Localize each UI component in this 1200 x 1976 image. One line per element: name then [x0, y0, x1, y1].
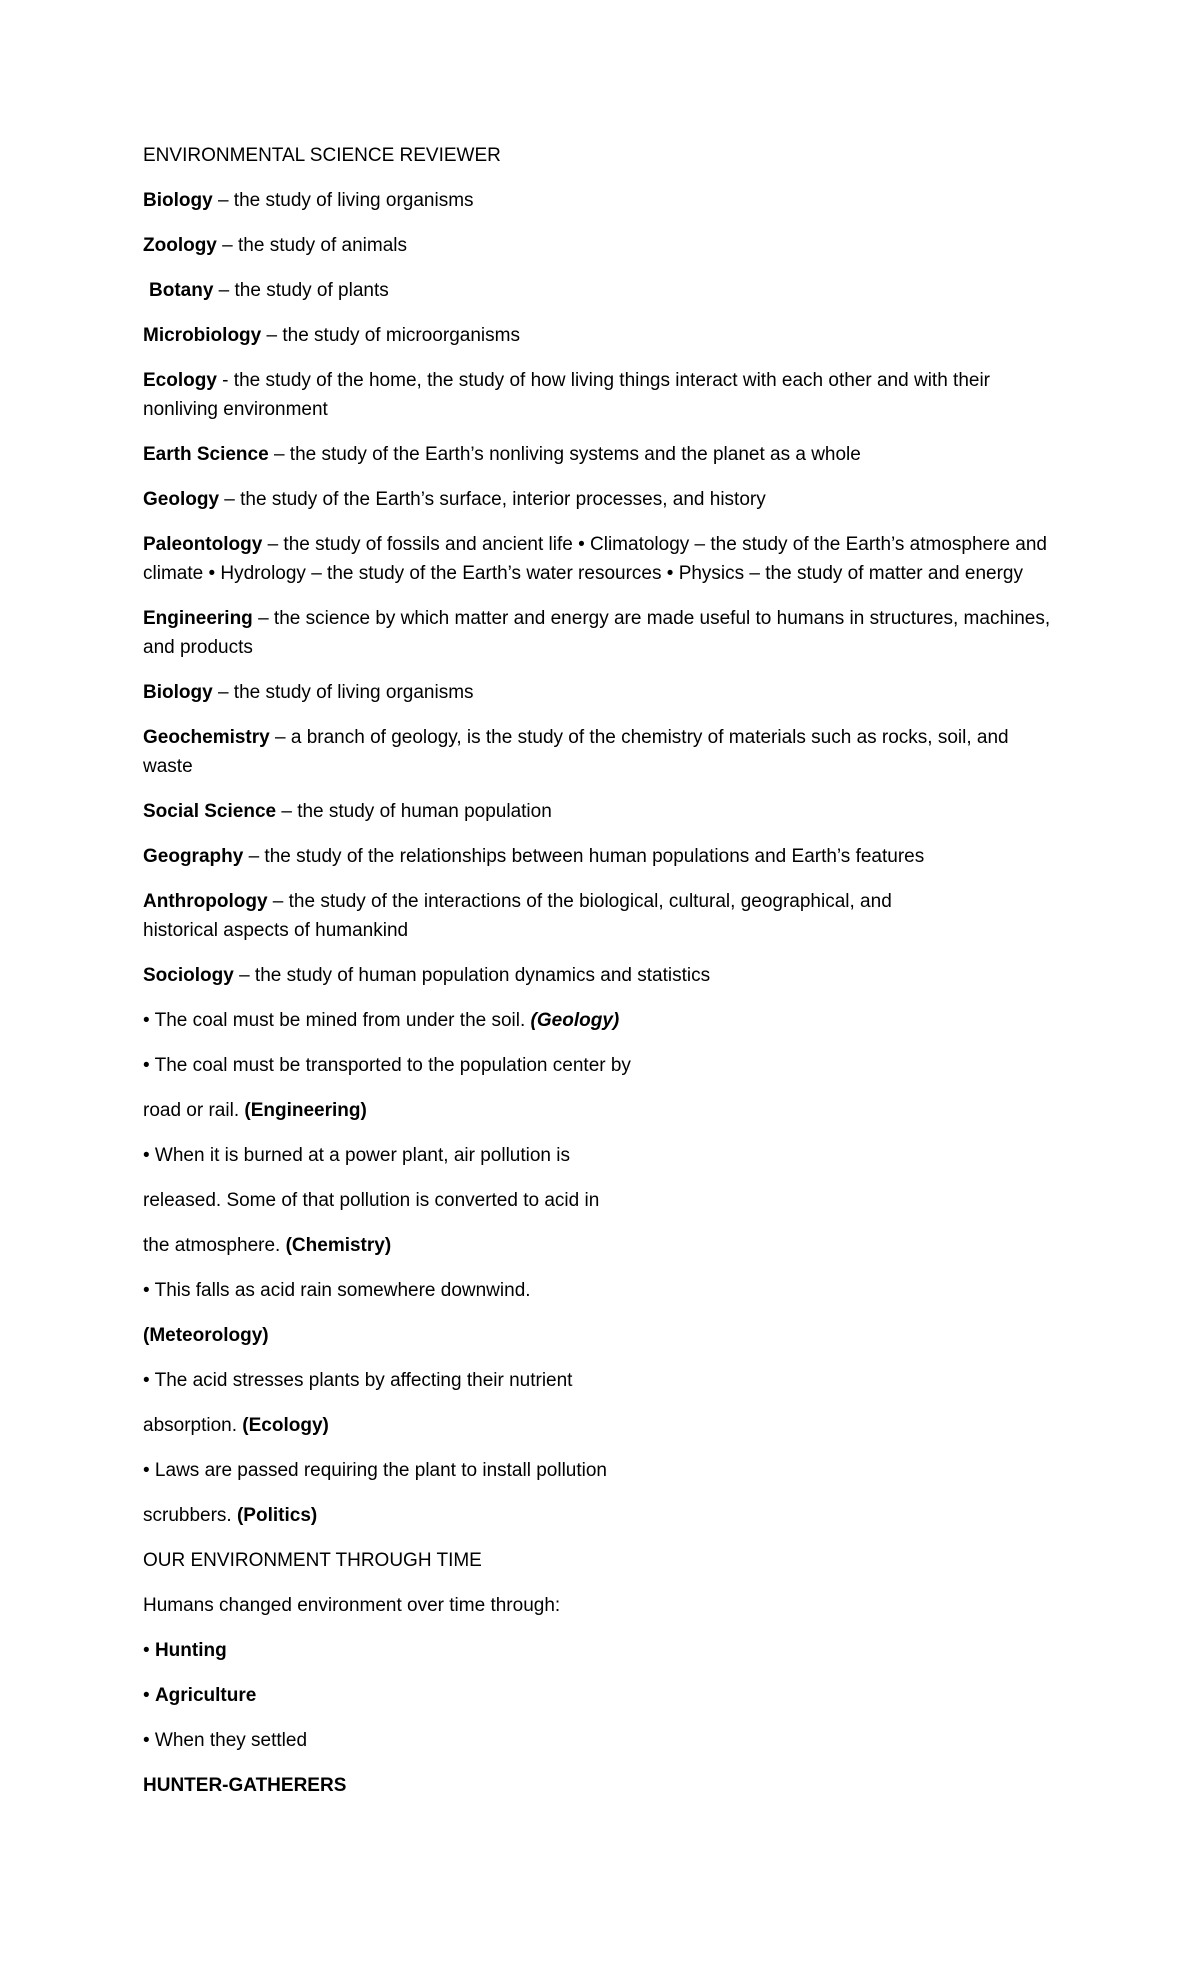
definition-term: Geology: [143, 489, 220, 510]
section-subheading: HUNTER-GATHERERS: [143, 1775, 347, 1796]
definition-text: – the study of animals: [216, 235, 407, 256]
definition-text: – the study of living organisms: [212, 682, 474, 703]
definition-text: – the study of fossils and ancient life • Climatology – the study of the Earth’s atmosphere and climate • Hydrology – the study of the Earth’s water resources • Physics – the study of matter and energy: [143, 534, 1047, 584]
definition-term: Zoology: [143, 235, 217, 256]
definition-term: Engineering: [143, 608, 253, 629]
definition-sociology: [143, 961, 1063, 990]
example-line: [143, 1096, 1063, 1125]
section-intro: Humans changed environment over time through:: [143, 1595, 561, 1616]
definition-text: – the study of the interactions of the biological, cultural, geographical, and: [267, 891, 892, 912]
definition-text: – the study of human population dynamics and statistics: [233, 965, 711, 986]
example-line: • The coal must be transported to the population center by: [143, 1055, 631, 1076]
section-heading: OUR ENVIRONMENT THROUGH TIME: [143, 1550, 482, 1571]
definition-term: Earth Science: [143, 444, 269, 465]
definition-geochemistry: [143, 723, 1063, 781]
definition-text: – the study of plants: [213, 280, 389, 301]
definition-text: – the science by which matter and energy are made useful to humans in structures, machines, and products: [143, 608, 1051, 658]
discipline-tag: (Engineering): [244, 1100, 367, 1121]
discipline-tag: (Chemistry): [285, 1235, 392, 1256]
example-line: released. Some of that pollution is converted to acid in: [143, 1190, 600, 1211]
example-line: • The acid stresses plants by affecting their nutrient: [143, 1370, 573, 1391]
example-text: road or rail.: [143, 1100, 245, 1121]
list-item-label: Agriculture: [154, 1685, 257, 1706]
example-line: • Laws are passed requiring the plant to install pollution: [143, 1460, 607, 1481]
definition-engineering: [143, 604, 1063, 662]
example-text: the atmosphere.: [143, 1235, 286, 1256]
example-line: [143, 1411, 1063, 1440]
definition-earth-science: [143, 440, 1063, 469]
definition-text-continued: historical aspects of humankind: [143, 920, 409, 941]
definition-text: – the study of the Earth’s nonliving systems and the planet as a whole: [268, 444, 861, 465]
definition-text: – the study of living organisms: [212, 190, 474, 211]
definition-geography: [143, 842, 1063, 871]
example-text: • The coal must be mined from under the soil.: [143, 1010, 531, 1031]
definition-paleontology: [143, 530, 1063, 588]
definition-term: Geochemistry: [143, 727, 270, 748]
definition-term: Biology: [143, 190, 213, 211]
definition-term: Geography: [143, 846, 244, 867]
definition-text: – a branch of geology, is the study of the chemistry of materials such as rocks, soil, and waste: [143, 727, 1009, 777]
definition-botany: [143, 276, 1063, 305]
definition-social-science: [143, 797, 1063, 826]
example-line: [143, 1006, 1063, 1035]
document-page: [143, 141, 1063, 1816]
definition-microbiology: [143, 321, 1063, 350]
example-text: scrubbers.: [143, 1505, 237, 1526]
discipline-tag: (Geology): [530, 1010, 620, 1031]
definition-term: Biology: [143, 682, 213, 703]
bullet: •: [143, 1640, 155, 1661]
document-title: ENVIRONMENTAL SCIENCE REVIEWER: [143, 145, 501, 166]
definition-text: – the study of microorganisms: [261, 325, 520, 346]
definition-term: Social Science: [143, 801, 277, 822]
definition-anthropology: [143, 887, 1063, 945]
definition-term: Microbiology: [143, 325, 262, 346]
example-line: • This falls as acid rain somewhere downwind.: [143, 1280, 531, 1301]
example-text: absorption.: [143, 1415, 243, 1436]
definition-ecology: [143, 366, 1063, 424]
definition-term: Botany: [149, 280, 214, 301]
definition-term: Anthropology: [143, 891, 268, 912]
definition-biology: [143, 186, 1063, 215]
list-item: • When they settled: [143, 1730, 308, 1751]
list-item: [143, 1681, 1063, 1710]
definition-term: Ecology: [143, 370, 217, 391]
definition-term: Sociology: [143, 965, 234, 986]
list-item-label: Hunting: [154, 1640, 227, 1661]
discipline-tag: (Ecology): [242, 1415, 329, 1436]
list-item: [143, 1636, 1063, 1665]
example-line: • When it is burned at a power plant, air pollution is: [143, 1145, 570, 1166]
discipline-tag: (Politics): [236, 1505, 318, 1526]
example-line: [143, 1501, 1063, 1530]
definition-geology: [143, 485, 1063, 514]
example-line: [143, 1231, 1063, 1260]
definition-text: - the study of the home, the study of how living things interact with each other and with their nonliving environment: [143, 370, 990, 420]
definition-biology-repeat: [143, 678, 1063, 707]
definition-text: – the study of the Earth’s surface, interior processes, and history: [219, 489, 766, 510]
definition-zoology: [143, 231, 1063, 260]
definition-term: Paleontology: [143, 534, 263, 555]
discipline-tag: (Meteorology): [143, 1325, 269, 1346]
definition-text: – the study of the relationships between human populations and Earth’s features: [243, 846, 925, 867]
definition-text: – the study of human population: [276, 801, 552, 822]
bullet: •: [143, 1685, 155, 1706]
